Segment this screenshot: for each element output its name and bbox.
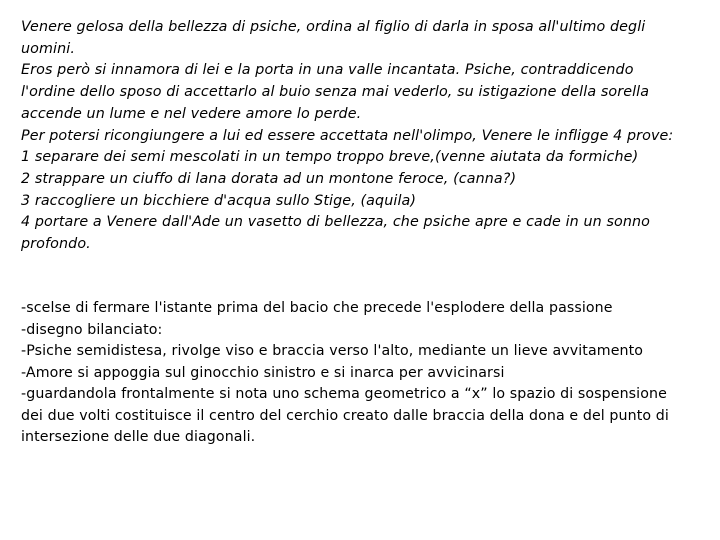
- text-line: Venere gelosa della bellezza di psiche, ordina al figlio di darla in sposa all'ultimo degli: [21, 19, 646, 35]
- text-line: uomini.: [21, 40, 75, 57]
- text-line: Per potersi ricongiungere a lui ed essere accettata nell'olimpo, Venere le infligge 4 prove:: [21, 127, 674, 144]
- analysis-line: dei due volti costituisce il centro del cerchio creato dalle braccia della dona e del punto di: [21, 407, 669, 424]
- trial-line-4: 4 portare a Venere dall'Ade un vasetto di bellezza, che psiche apre e cade in un sonno: [21, 214, 651, 231]
- text-line: profondo.: [21, 236, 91, 253]
- analysis-line: -guardandola frontalmente si nota uno schema geometrico a “x” lo spazio di sospensione: [21, 386, 667, 402]
- artwork-analysis-text: [21, 298, 691, 449]
- text-line: l'ordine dello sposo di accettarlo al buio senza mai vederlo, su istigazione della sorella: [21, 84, 650, 101]
- myth-summary-text: [21, 17, 691, 256]
- analysis-line: intersezione delle due diagonali.: [21, 429, 256, 445]
- analysis-line: -scelse di fermare l'istante prima del bacio che precede l'esplodere della passione: [21, 300, 613, 316]
- analysis-line: -Psiche semidistesa, rivolge viso e braccia verso l'alto, mediante un lieve avvitamento: [21, 343, 644, 359]
- analysis-line: -disegno bilanciato:: [21, 321, 163, 338]
- text-line: Eros però si innamora di lei e la porta in una valle incantata. Psiche, contraddicendo: [21, 62, 634, 79]
- trial-line-3: 3 raccogliere un bicchiere d'acqua sullo Stige, (aquila): [21, 192, 417, 209]
- analysis-line: -Amore si appoggia sul ginocchio sinistro e si inarca per avvicinarsi: [21, 364, 505, 381]
- text-line: accende un lume e nel vedere amore lo perde.: [21, 105, 362, 122]
- trial-line-1: 1 separare dei semi mescolati in un tempo troppo breve,(venne aiutata da formiche): [21, 149, 639, 166]
- trial-line-2: 2 strappare un ciuffo di lana dorata ad un montone feroce, (canna?): [21, 170, 517, 187]
